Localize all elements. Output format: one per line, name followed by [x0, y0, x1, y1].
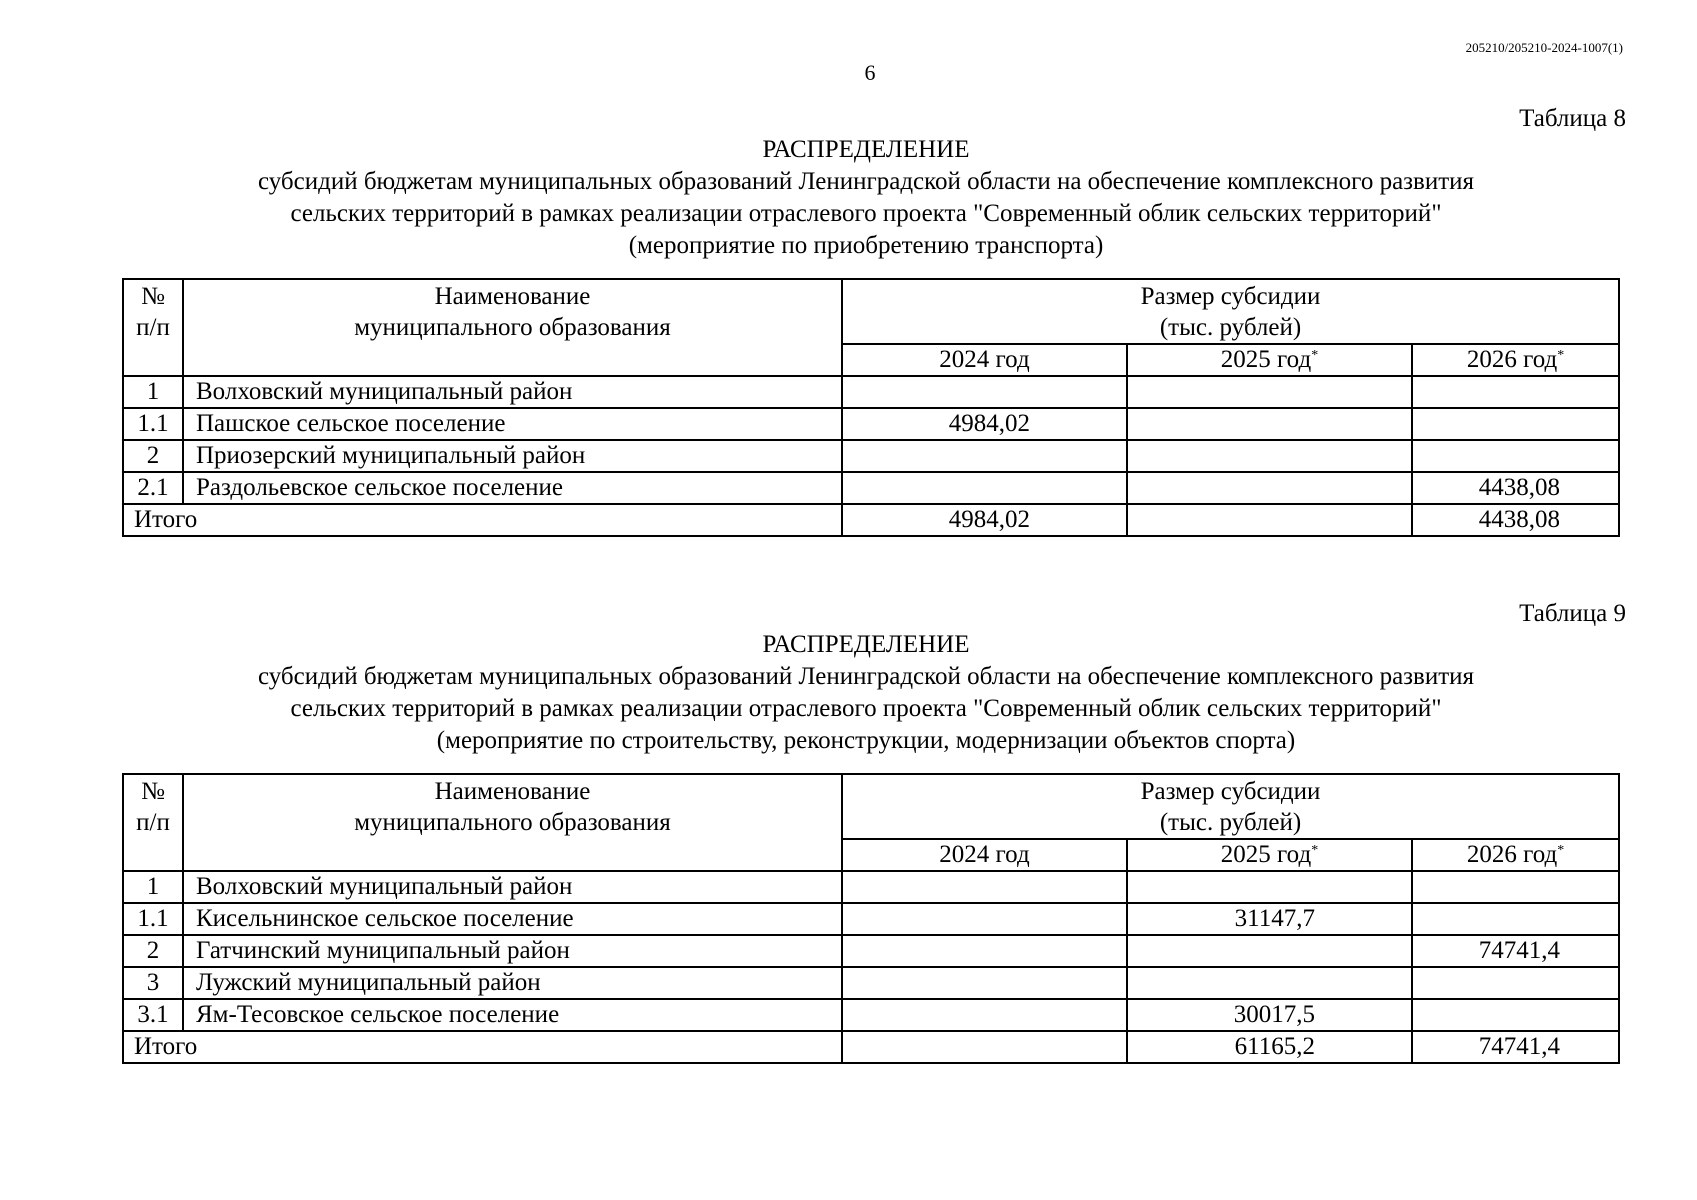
- table-label: Таблица 9: [1519, 600, 1626, 627]
- table-title-block: [112, 629, 1620, 757]
- name-header-line: муниципального образования: [354, 809, 671, 836]
- value-2025: [1127, 376, 1412, 408]
- year-2025-label: 2025 год: [1220, 841, 1312, 868]
- value-2024: [842, 376, 1127, 408]
- distribution-table: [122, 278, 1620, 537]
- num-header-line: п/п: [136, 809, 170, 836]
- table-subtitle-line: сельских территорий в рамках реализации отраслевого проекта "Современный облик сельских территорий": [290, 200, 1442, 227]
- value-2024: [842, 999, 1127, 1031]
- year-2025-label: 2025 год: [1220, 346, 1312, 373]
- value-2026: 74741,4: [1412, 935, 1619, 967]
- value-2026: [1412, 871, 1619, 903]
- num-header: [123, 774, 183, 871]
- value-2025: [1127, 871, 1412, 903]
- row-number: 2.1: [123, 472, 183, 504]
- table-title-block: [112, 134, 1620, 262]
- municipality-name: Пашское сельское поселение: [183, 408, 842, 440]
- municipality-name: Волховский муниципальный район: [183, 871, 842, 903]
- table-subtitle-line: (мероприятие по строительству, реконструкции, модернизации объектов спорта): [436, 727, 1296, 754]
- year-2026-label: 2026 год: [1466, 841, 1558, 868]
- row-number: 1.1: [123, 408, 183, 440]
- table-row: [123, 871, 1619, 903]
- total-row: [123, 1031, 1619, 1063]
- total-2024: 4984,02: [842, 504, 1127, 536]
- value-2025: [1127, 408, 1412, 440]
- table-row: [123, 967, 1619, 999]
- municipality-name: Ям-Тесовское сельское поселение: [183, 999, 842, 1031]
- value-2025: 31147,7: [1127, 903, 1412, 935]
- footnote-mark: *: [1311, 843, 1319, 858]
- num-header-line: №: [141, 778, 165, 805]
- table-row: [123, 408, 1619, 440]
- value-2026: [1412, 999, 1619, 1031]
- value-2026: [1412, 440, 1619, 472]
- table-8-section: [122, 104, 1626, 537]
- year-2024-header: [842, 344, 1127, 376]
- year-2025-header: [1127, 344, 1412, 376]
- value-2025: [1127, 967, 1412, 999]
- row-number: 1: [123, 871, 183, 903]
- municipality-name: Волховский муниципальный район: [183, 376, 842, 408]
- municipality-name: Гатчинский муниципальный район: [183, 935, 842, 967]
- row-number: 2: [123, 440, 183, 472]
- row-number: 1.1: [123, 903, 183, 935]
- footnote-mark: *: [1557, 348, 1565, 363]
- row-number: 1: [123, 376, 183, 408]
- num-header: [123, 279, 183, 376]
- total-label: Итого: [123, 1031, 842, 1063]
- table-row: [123, 472, 1619, 504]
- table-subtitle-line: субсидий бюджетам муниципальных образований Ленинградской области на обеспечение комплексного развития: [257, 663, 1475, 690]
- value-2024: [842, 871, 1127, 903]
- total-2025: 61165,2: [1127, 1031, 1412, 1063]
- value-2026: 4438,08: [1412, 472, 1619, 504]
- value-2025: [1127, 440, 1412, 472]
- table-title: РАСПРЕДЕЛЕНИЕ: [762, 631, 970, 658]
- table-row: [123, 935, 1619, 967]
- value-2024: [842, 935, 1127, 967]
- subsidy-header-line: Размер субсидии: [1140, 283, 1321, 310]
- subsidy-header: [842, 774, 1619, 839]
- table-label: Таблица 8: [1519, 105, 1626, 132]
- table-9-section: [122, 599, 1626, 1064]
- total-2026: 4438,08: [1412, 504, 1619, 536]
- page-number: 6: [864, 60, 876, 85]
- num-header-line: №: [141, 283, 165, 310]
- table-row: [123, 376, 1619, 408]
- table-subtitle-line: сельских территорий в рамках реализации отраслевого проекта "Современный облик сельских территорий": [290, 695, 1442, 722]
- total-2025: [1127, 504, 1412, 536]
- value-2025: [1127, 935, 1412, 967]
- municipality-name: Кисельнинское сельское поселение: [183, 903, 842, 935]
- value-2025: 30017,5: [1127, 999, 1412, 1031]
- value-2026: [1412, 376, 1619, 408]
- subsidy-header: [842, 279, 1619, 344]
- num-header-line: п/п: [136, 314, 170, 341]
- municipality-name: Лужский муниципальный район: [183, 967, 842, 999]
- value-2024: [842, 903, 1127, 935]
- distribution-table: [122, 773, 1620, 1064]
- name-header-line: муниципального образования: [354, 314, 671, 341]
- name-header: [183, 774, 842, 871]
- municipality-name: Приозерский муниципальный район: [183, 440, 842, 472]
- total-2024: [842, 1031, 1127, 1063]
- total-2026: 74741,4: [1412, 1031, 1619, 1063]
- total-row: [123, 504, 1619, 536]
- row-number: 3: [123, 967, 183, 999]
- name-header-line: Наименование: [434, 283, 591, 310]
- year-2024-label: 2024 год: [939, 346, 1030, 373]
- name-header: [183, 279, 842, 376]
- row-number: 2: [123, 935, 183, 967]
- value-2026: [1412, 903, 1619, 935]
- value-2024: [842, 440, 1127, 472]
- value-2026: [1412, 408, 1619, 440]
- value-2024: [842, 472, 1127, 504]
- subsidy-header-line: (тыс. рублей): [1159, 809, 1302, 836]
- year-2026-header: [1412, 839, 1619, 871]
- year-2026-header: [1412, 344, 1619, 376]
- table-row: [123, 440, 1619, 472]
- table-row: [123, 999, 1619, 1031]
- table-subtitle-line: субсидий бюджетам муниципальных образований Ленинградской области на обеспечение комплексного развития: [257, 168, 1475, 195]
- name-header-line: Наименование: [434, 778, 591, 805]
- year-2024-header: [842, 839, 1127, 871]
- table-row: [123, 903, 1619, 935]
- value-2024: 4984,02: [842, 408, 1127, 440]
- value-2024: [842, 967, 1127, 999]
- value-2026: [1412, 967, 1619, 999]
- subsidy-header-line: Размер субсидии: [1140, 778, 1321, 805]
- total-label: Итого: [123, 504, 842, 536]
- document-id: 205210/205210-2024-1007(1): [1465, 40, 1623, 55]
- value-2025: [1127, 472, 1412, 504]
- subsidy-header-line: (тыс. рублей): [1159, 314, 1302, 341]
- table-title: РАСПРЕДЕЛЕНИЕ: [762, 136, 970, 163]
- row-number: 3.1: [123, 999, 183, 1031]
- year-2024-label: 2024 год: [939, 841, 1030, 868]
- footnote-mark: *: [1557, 843, 1565, 858]
- footnote-mark: *: [1311, 348, 1319, 363]
- table-subtitle-line: (мероприятие по приобретению транспорта): [628, 232, 1104, 259]
- header-row: [123, 279, 1619, 344]
- year-2025-header: [1127, 839, 1412, 871]
- year-2026-label: 2026 год: [1466, 346, 1558, 373]
- municipality-name: Раздольевское сельское поселение: [183, 472, 842, 504]
- header-row: [123, 774, 1619, 839]
